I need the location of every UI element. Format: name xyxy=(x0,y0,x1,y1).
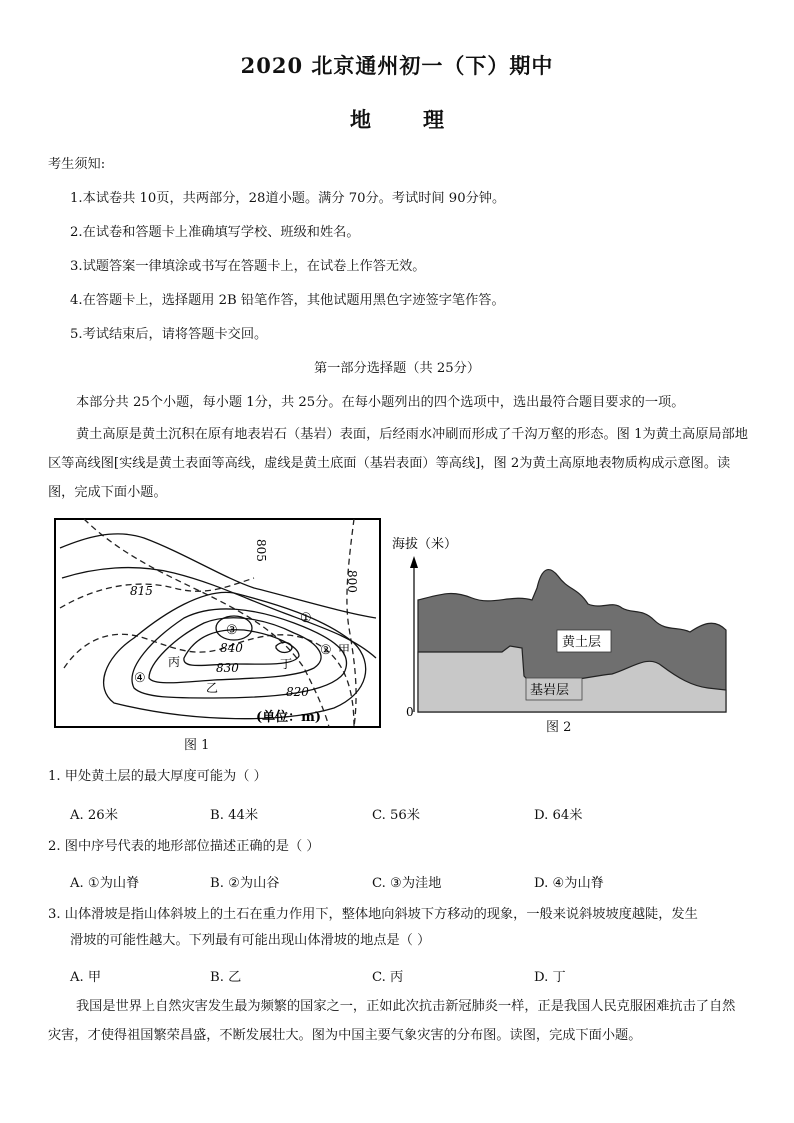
point-label-1: ① xyxy=(300,611,312,626)
point-label-4: ④ xyxy=(134,671,146,686)
point-label-2: ② xyxy=(320,643,332,658)
q2-option-a: A. ①为山脊 xyxy=(70,876,140,891)
contour-label-805: 805 xyxy=(254,539,268,562)
unit-label: (单位：m) xyxy=(256,710,322,725)
place-label-yi: 乙 xyxy=(206,681,219,695)
part1-heading: 第一部分选择题（共 25分） xyxy=(313,361,481,376)
subject-char-2: 理 xyxy=(423,107,444,132)
loess-passage: 黄土高原是黄土沉积在原有地表岩石（基岩）表面，后经雨水冲刷而形成了千沟万壑的形态。图 1为黄土高原局部地区等高线图[实线是黄土表面等高线，虚线是黄土底面（基岩表面）等高线]，图 2为黄土高原地表物质构成示意图。读图，完成下面小题。 xyxy=(48,427,748,500)
origin-label: 0 xyxy=(406,705,414,718)
notice-heading: 考生须知: xyxy=(48,157,106,172)
contour-label-820: 820 xyxy=(286,685,309,699)
place-label-ding: 丁 xyxy=(280,657,293,671)
loess-layer-label: 黄土层 xyxy=(562,635,602,650)
q3-option-b: B. 乙 xyxy=(210,970,242,985)
figure-2-cross-section xyxy=(392,528,736,718)
notice-item: 3.试题答案一律填涂或书写在答题卡上，在试卷上作答无效。 xyxy=(70,259,426,274)
y-axis-arrow xyxy=(410,556,418,568)
q3-option-d: D. 丁 xyxy=(534,970,566,985)
q3-option-c: C. 丙 xyxy=(372,970,404,985)
figure-1-caption: 图 1 xyxy=(184,738,210,753)
point-label-3: ③ xyxy=(226,623,238,638)
part1-intro: 本部分共 25个小题，每小题 1分，共 25分。在每小题列出的四个选项中，选出最符合题目要求的一项。 xyxy=(76,395,685,410)
q1-option-d: D. 64米 xyxy=(534,808,583,823)
notice-item: 2.在试卷和答题卡上准确填写学校、班级和姓名。 xyxy=(70,225,360,240)
q2-option-c: C. ③为洼地 xyxy=(372,876,442,891)
q3-option-a: A. 甲 xyxy=(70,970,102,985)
q1-option-a: A. 26米 xyxy=(70,808,118,823)
figure-1-contour-map xyxy=(54,518,382,730)
bedrock-layer-label: 基岩层 xyxy=(530,683,570,698)
q1-option-c: C. 56米 xyxy=(372,808,420,823)
y-axis-label: 海拔（米） xyxy=(392,537,458,552)
contour-label-830: 830 xyxy=(216,661,239,675)
question-1-stem: 1. 甲处黄土层的最大厚度可能为（ ） xyxy=(48,769,267,784)
disaster-passage: 我国是世界上自然灾害发生最为频繁的国家之一，正如此次抗击新冠肺炎一样，正是我国人民克服困难抗击了自然灾害，才使得祖国繁荣昌盛，不断发展壮大。图为中国主要气象灾害的分布图。读图，完成下面小题。 xyxy=(48,999,736,1043)
subject-char-1: 地 xyxy=(350,107,371,132)
contour-label-840: 840 xyxy=(220,641,243,655)
figure-2-caption: 图 2 xyxy=(546,720,572,735)
place-label-bing: 丙 xyxy=(168,655,181,669)
exam-title: 2020 北京通州初一（下）期中 xyxy=(240,53,554,78)
question-3-stem-line-1: 3. 山体滑坡是指山体斜坡上的土石在重力作用下，整体地向斜坡下方移动的现象，一般来说斜坡坡度越陡，发生 xyxy=(48,907,698,922)
contour-label-800: 800 xyxy=(345,570,359,593)
q1-option-b: B. 44米 xyxy=(210,808,259,823)
question-2-stem: 2. 图中序号代表的地形部位描述正确的是（ ） xyxy=(48,839,320,854)
contour-label-815: 815 xyxy=(130,584,153,598)
place-label-jia: 甲 xyxy=(338,643,351,657)
q2-option-b: B. ②为山谷 xyxy=(210,876,280,891)
q2-option-d: D. ④为山脊 xyxy=(534,876,604,891)
question-3-stem-line-2: 滑坡的可能性越大。下列最有可能出现山体滑坡的地点是（ ） xyxy=(70,933,431,948)
subject-title xyxy=(0,104,794,134)
notice-item: 5.考试结束后，请将答题卡交回。 xyxy=(70,327,268,342)
notice-item: 1.本试卷共 10页，共两部分，28道小题。满分 70分。考试时间 90分钟。 xyxy=(70,191,506,206)
notice-item: 4.在答题卡上，选择题用 2B 铅笔作答，其他试题用黑色字迹签字笔作答。 xyxy=(70,293,505,308)
